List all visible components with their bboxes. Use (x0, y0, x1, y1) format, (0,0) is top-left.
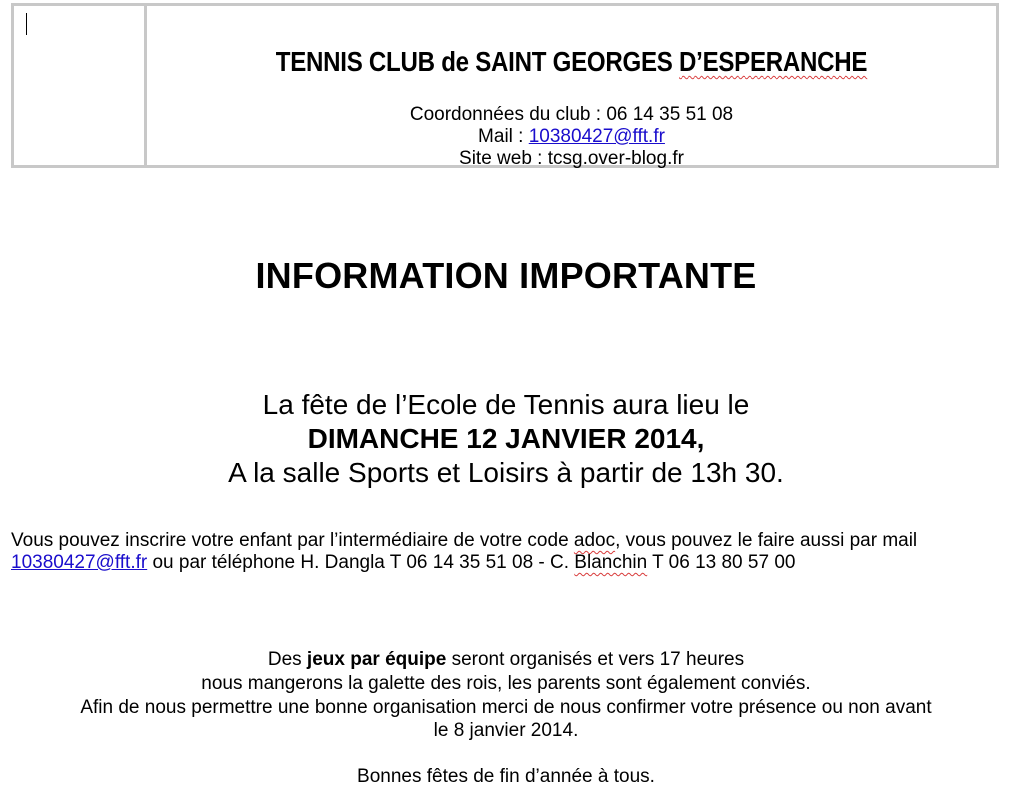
web-label: Site web : (459, 148, 548, 169)
blanchin-word: Blanchin (574, 552, 648, 573)
club-name (206, 46, 936, 78)
event-location: A la salle Sports et Loisirs à partir de 13h 30. (228, 457, 784, 488)
registration-paragraph (11, 530, 1001, 574)
club-website: tcsg.over-blog.fr (547, 148, 684, 169)
registration-text-4: T 06 13 80 57 00 (647, 552, 796, 573)
page-title: INFORMATION IMPORTANTE (255, 255, 757, 296)
closing-line: Bonnes fêtes de fin d’année à tous. (357, 766, 655, 787)
registration-text-3: ou par téléphone H. Dangla T 06 14 35 51 08 - C. (147, 552, 575, 573)
details-line-4: le 8 janvier 2014. (433, 720, 579, 741)
club-name-main: TENNIS CLUB de SAINT GEORGES (275, 46, 679, 77)
details-line-1 (0, 649, 1012, 671)
event-date: DIMANCHE 12 JANVIER 2014 (307, 423, 697, 454)
details-line-3: Afin de nous permettre une bonne organisation merci de nous confirmer votre présence ou non avant (80, 697, 932, 718)
club-mail-link[interactable]: 10380427@fft.fr (528, 126, 665, 147)
phone-label: Coordonnées du club : (409, 104, 607, 125)
club-info-cell (147, 6, 996, 169)
club-web-line (147, 148, 996, 170)
registration-mail-link[interactable]: 10380427@fft.fr (11, 552, 148, 573)
details-line-2: nous mangerons la galette des rois, les parents sont également conviés. (201, 673, 811, 694)
header-table (11, 3, 999, 168)
event-date-comma: , (696, 423, 705, 454)
logo-cell[interactable] (14, 6, 147, 165)
registration-text-2: , vous pouvez le faire aussi par mail (615, 530, 918, 551)
club-phone: 06 14 35 51 08 (606, 104, 734, 125)
club-mail-line (147, 126, 996, 148)
adoc-word: adoc (573, 530, 616, 551)
event-line-1: La fête de l’Ecole de Tennis aura lieu le (262, 389, 750, 420)
club-name-tail: D’ESPERANCHE (679, 46, 868, 77)
details-line-1-post: seront organisés et vers 17 heures (446, 649, 745, 670)
text-cursor (26, 13, 27, 35)
registration-text-1: Vous pouvez inscrire votre enfant par l’intermédiaire de votre code (11, 530, 574, 551)
details-line-1-pre: Des (267, 649, 307, 670)
event-date-line (0, 422, 1012, 456)
details-line-1-bold: jeux par équipe (306, 649, 447, 670)
club-phone-line (147, 104, 996, 126)
mail-label: Mail : (478, 126, 529, 147)
